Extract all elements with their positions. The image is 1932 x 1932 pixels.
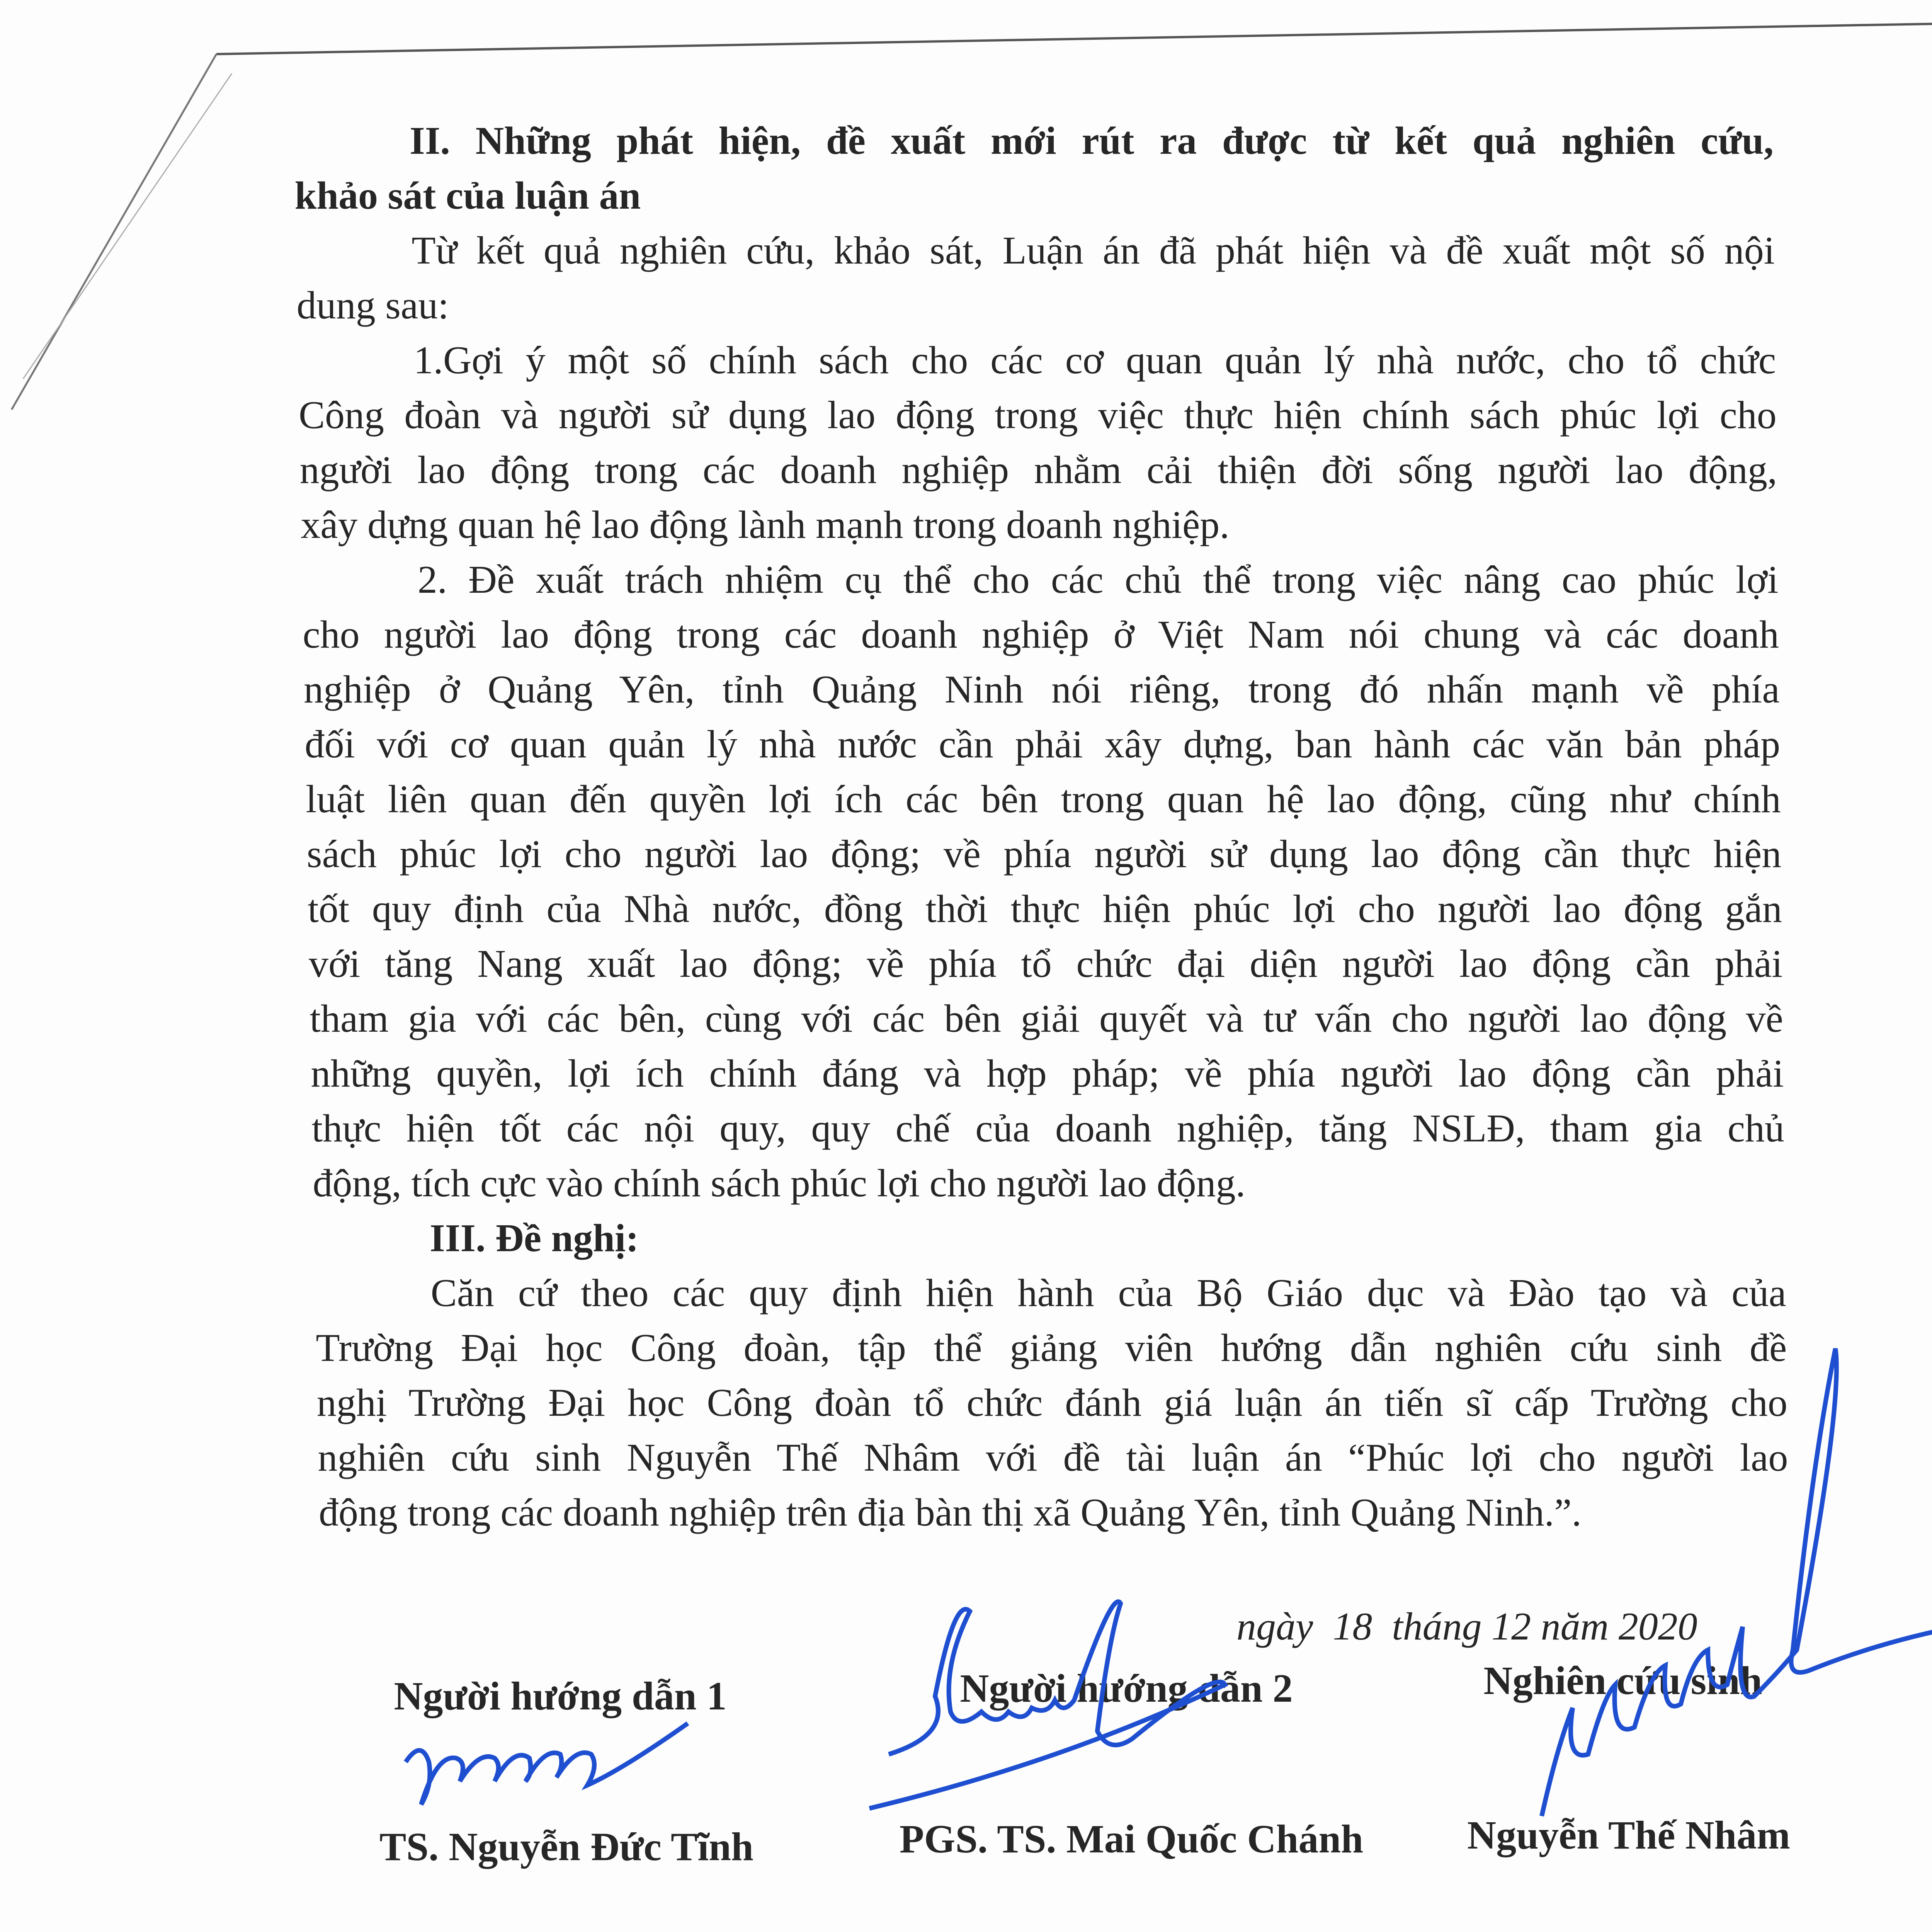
signatory-name-2: PGS. TS. Mai Quốc Chánh <box>899 1817 1364 1861</box>
section-3-heading: III. Đề nghị: <box>430 1216 639 1260</box>
signature-1 <box>406 1723 688 1804</box>
item-2-line: đối với cơ quan quản lý nhà nước cần phải xây dựng, ban hành các văn bản pháp <box>304 723 1781 766</box>
section-3-body-line: Trường Đại học Công đoàn, tập thể giảng viên hướng dẫn nghiên cứu sinh đề <box>316 1326 1787 1370</box>
signature-2 <box>869 1602 1225 1808</box>
date-line: ngày 18 tháng 12 năm 2020 <box>1236 1605 1697 1648</box>
item-1-line: Công đoàn và người sử dụng lao động trong việc thực hiện chính sách phúc lợi cho <box>299 393 1777 437</box>
section-3-body-line: nghiên cứu sinh Nguyễn Thế Nhâm với đề tài luận án “Phúc lợi cho người lao <box>318 1436 1788 1480</box>
signatory-role-1: Người hướng dẫn 1 <box>394 1674 727 1718</box>
item-2-line: luật liên quan đến quyền lợi ích các bên trong quan hệ lao động, cũng như chính <box>306 777 1781 821</box>
signatory-name-3: Nguyễn Thế Nhâm <box>1467 1813 1791 1857</box>
section-2-heading-line: khảo sát của luận án <box>294 174 641 218</box>
item-2-line: những quyền, lợi ích chính đáng và hợp pháp; về phía người lao động cần phải <box>311 1052 1784 1095</box>
item-2-line: cho người lao động trong các doanh nghiệp ở Việt Nam nói chung và các doanh <box>303 613 1779 656</box>
item-1-line: xây dựng quan hệ lao động lành mạnh trong doanh nghiệp. <box>301 503 1230 547</box>
item-2-line: thực hiện tốt các nội quy, quy chế của doanh nghiệp, tăng NSLĐ, tham gia chủ <box>311 1107 1785 1150</box>
signatory-role-2: Người hướng dẫn 2 <box>960 1666 1293 1711</box>
item-2-line: 2. Đề xuất trách nhiệm cụ thể cho các chủ thể trong việc nâng cao phúc lợi <box>417 558 1779 602</box>
intro-line: dung sau: <box>296 284 449 327</box>
item-2-line: tốt quy định của Nhà nước, đồng thời thực hiện phúc lợi cho người lao động gắn <box>308 887 1782 931</box>
section-3-body-line: nghị Trường Đại học Công đoàn tổ chức đánh giá luận án tiến sĩ cấp Trường cho <box>316 1381 1787 1425</box>
item-1-line: 1.Gợi ý một số chính sách cho các cơ quan quản lý nhà nước, cho tổ chức <box>413 338 1776 382</box>
section-3-body-line: Căn cứ theo các quy định hiện hành của Bộ Giáo dục và Đào tạo và của <box>430 1271 1786 1315</box>
item-2-line: tham gia với các bên, cùng với các bên giải quyết và tư vấn cho người lao động về <box>310 997 1783 1041</box>
item-2-line: với tăng Nang xuất lao động; về phía tổ chức đại diện người lao động cần phải <box>309 942 1783 986</box>
section-2-heading-line: II. Những phát hiện, đề xuất mới rút ra được từ kết quả nghiên cứu, <box>410 119 1774 163</box>
signature-3 <box>1542 1349 1932 1816</box>
section-3-body-line: động trong các doanh nghiệp trên địa bàn thị xã Quảng Yên, tỉnh Quảng Ninh.”. <box>319 1491 1582 1534</box>
item-2-line: sách phúc lợi cho người lao động; về phía người sử dụng lao động cần thực hiện <box>306 832 1782 876</box>
signatory-role-3: Nghiên cứu sinh <box>1483 1658 1762 1703</box>
signatory-name-1: TS. Nguyễn Đức Tĩnh <box>379 1825 753 1869</box>
item-2-line: nghiệp ở Quảng Yên, tỉnh Quảng Ninh nói riêng, trong đó nhấn mạnh về phía <box>304 668 1780 711</box>
item-2-line: động, tích cực vào chính sách phúc lợi cho người lao động. <box>313 1162 1246 1205</box>
intro-line: Từ kết quả nghiên cứu, khảo sát, Luận án đã phát hiện và đề xuất một số nội <box>412 229 1775 272</box>
item-1-line: người lao động trong các doanh nghiệp nhằm cải thiện đời sống người lao động, <box>299 448 1777 492</box>
